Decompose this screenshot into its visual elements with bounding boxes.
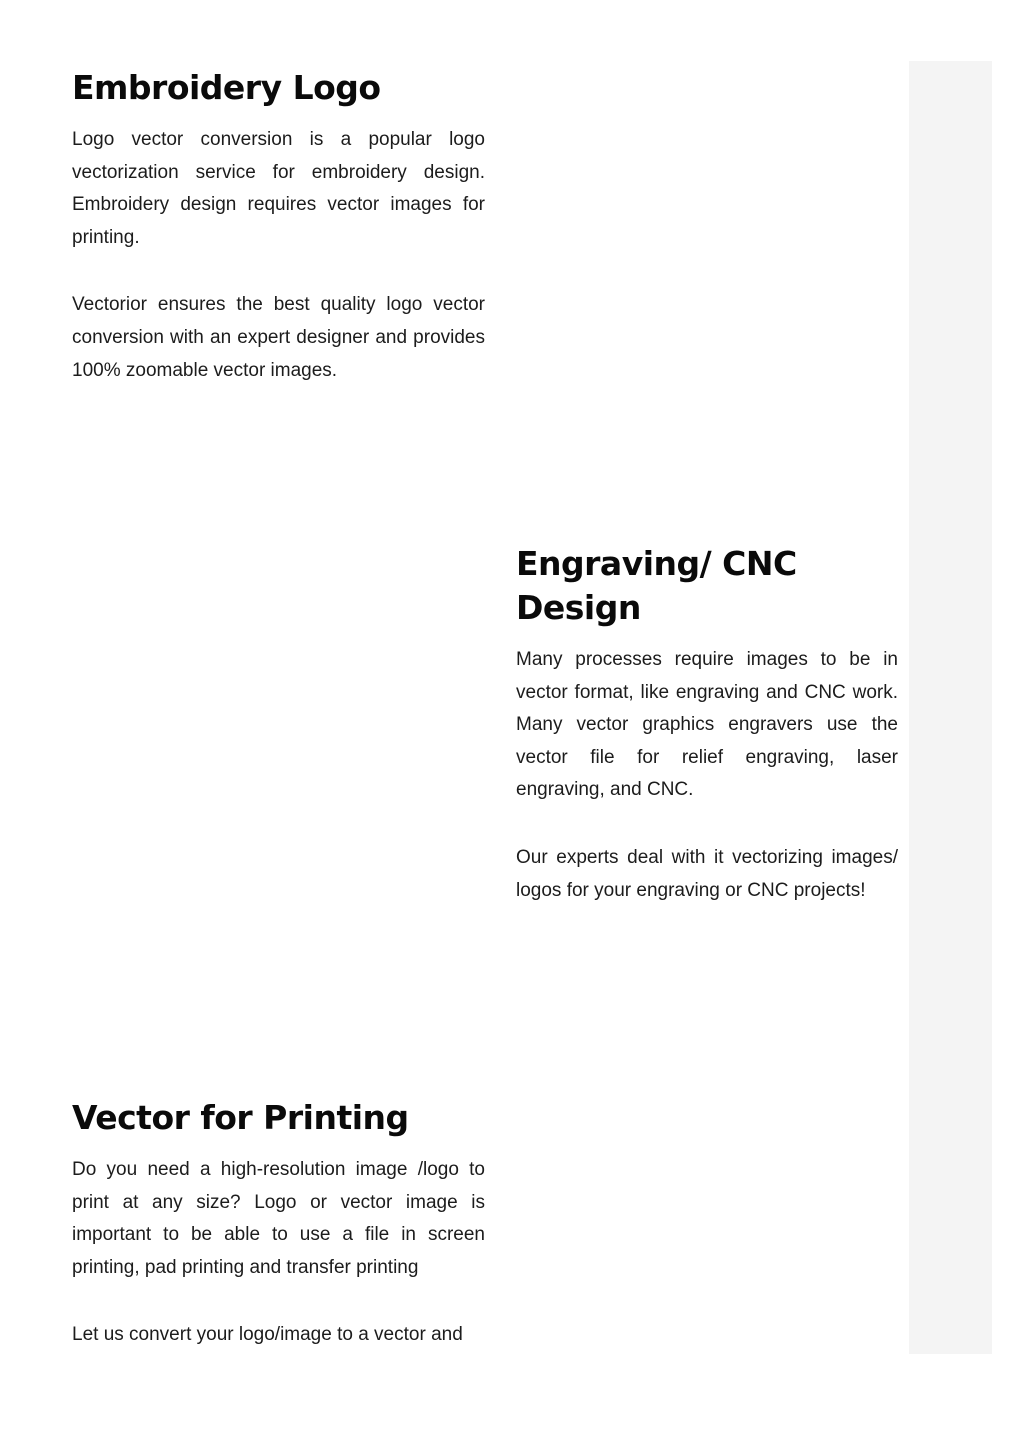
section-paragraph: Many processes require images to be in vector format, like engraving and CNC work. Many vector graphics engravers use the vector file for relief engraving, laser engraving, and CNC. [516, 649, 898, 801]
section-paragraph: Let us convert your logo/image to a vector and [72, 1324, 463, 1346]
section-paragraph: Do you need a high-resolution image /logo to print at any size? Logo or vector image is important to be able to use a file in screen printing, pad printing and transfer printing [72, 1159, 485, 1278]
section-paragraph: Vectorior ensures the best quality logo vector conversion with an expert designer and provides 100% zoomable vector images. [72, 294, 485, 381]
section-paragraph: Logo vector conversion is a popular logo vectorization service for embroidery design. Embroidery design requires vector images for printing. [72, 129, 485, 248]
sidebar-panel [909, 61, 992, 1354]
section-heading: Engraving/ CNC Design [516, 544, 797, 627]
embroidery-logo-section [72, 66, 485, 387]
section-heading: Vector for Printing [72, 1098, 409, 1137]
engraving-cnc-section [516, 542, 898, 907]
vector-printing-section [72, 1096, 485, 1352]
section-paragraph: Our experts deal with it vectorizing images/ logos for your engraving or CNC projects! [516, 846, 898, 901]
section-heading: Embroidery Logo [72, 68, 381, 107]
